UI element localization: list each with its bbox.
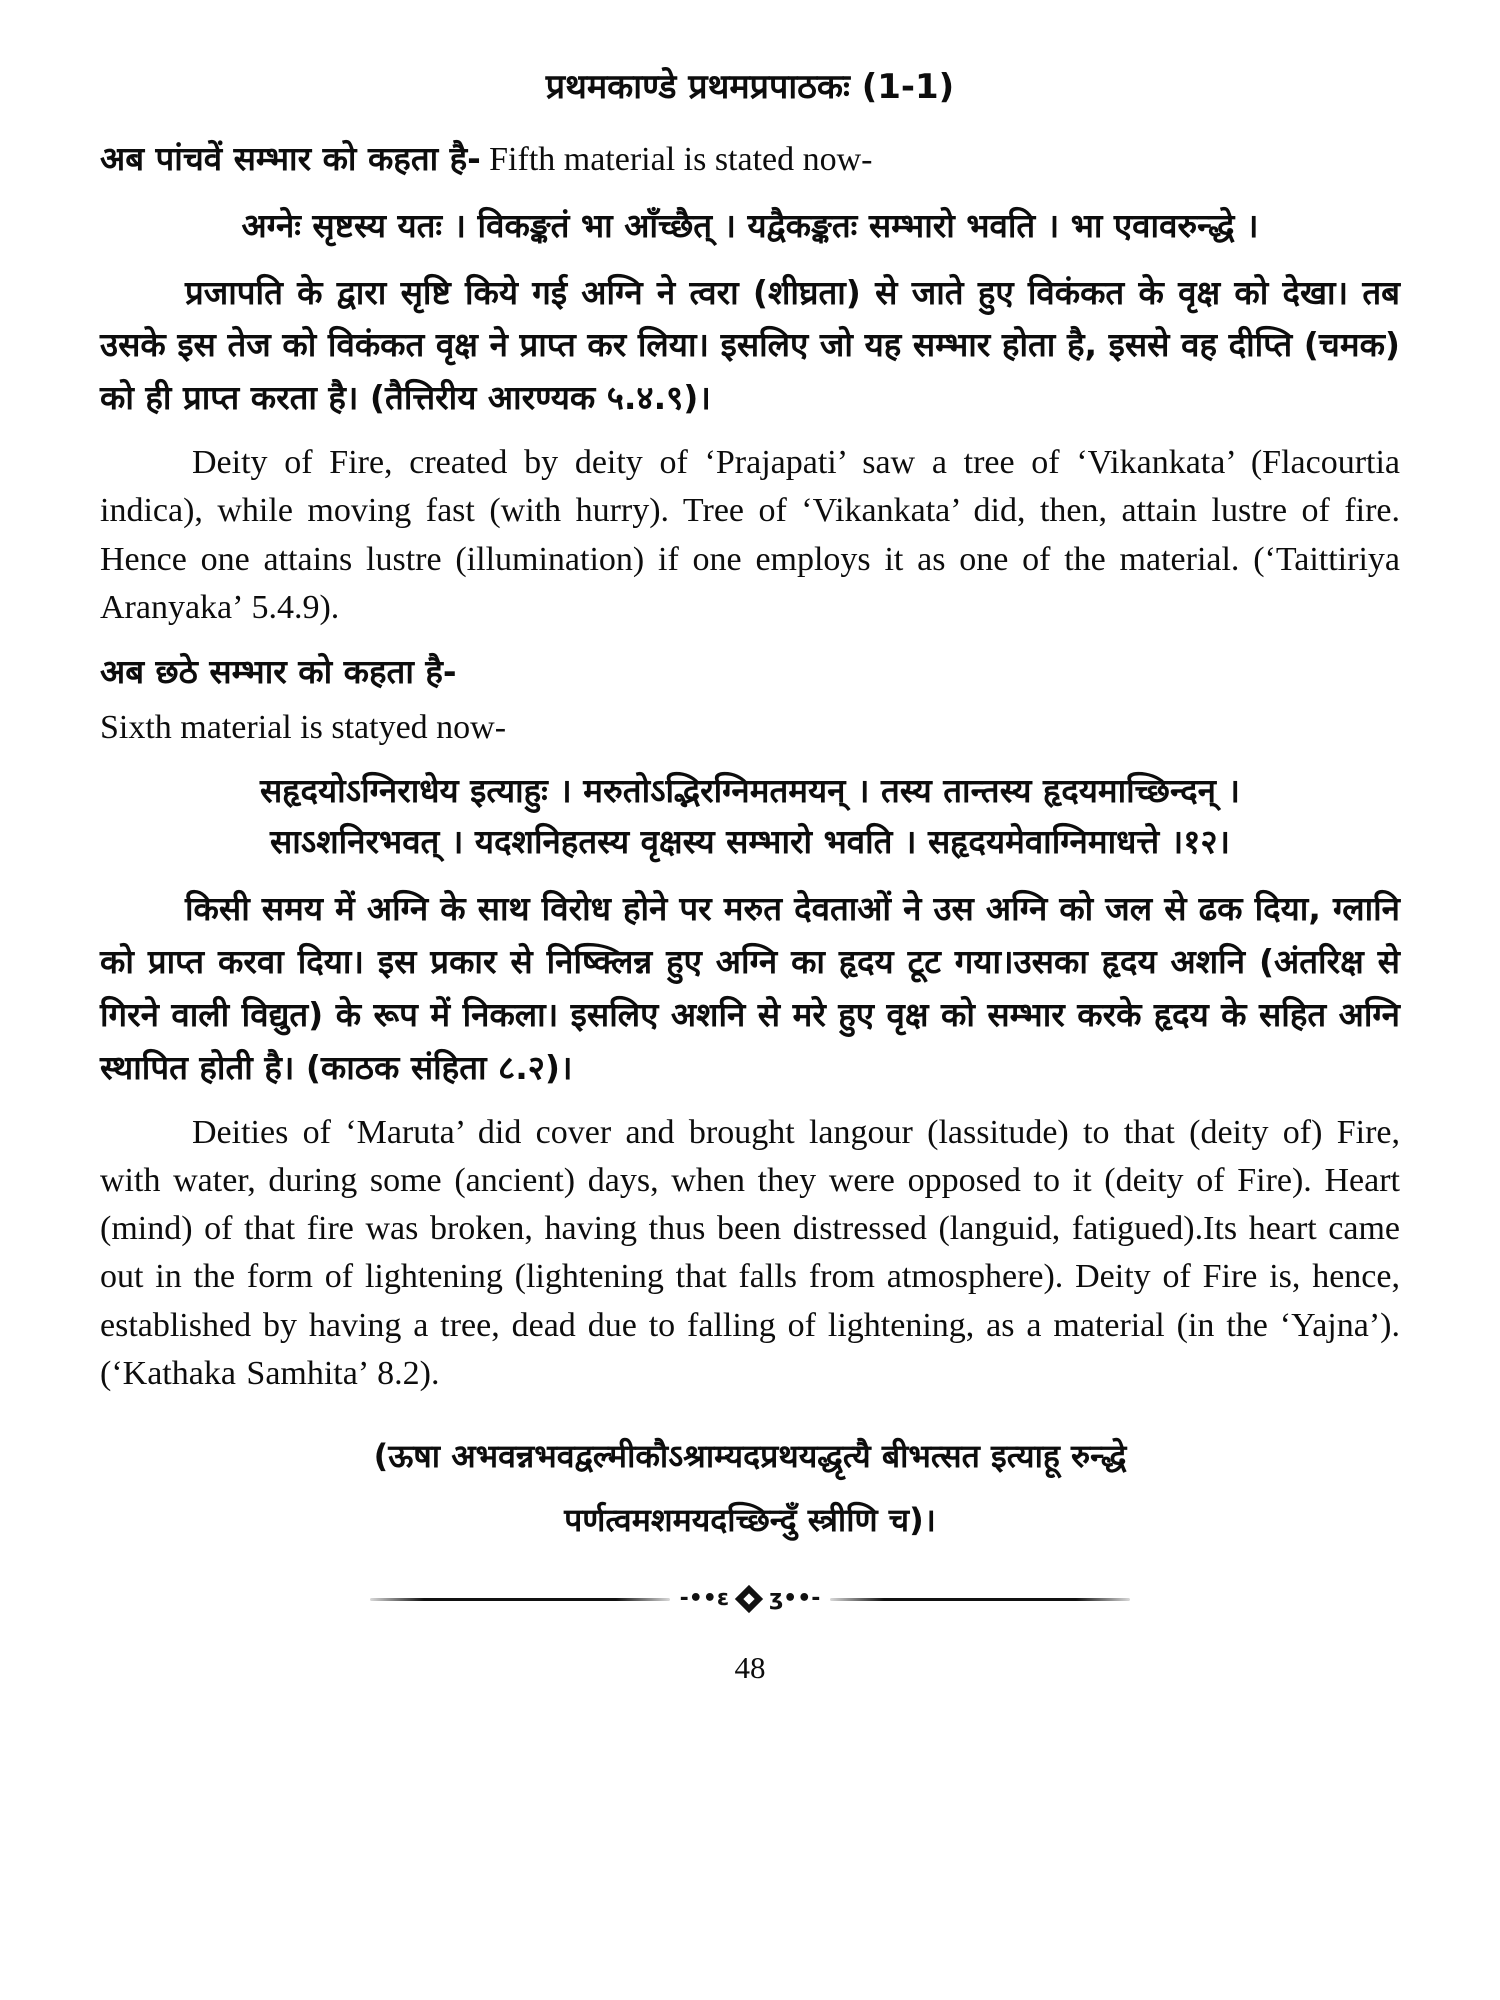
section5-intro-english: Fifth material is stated now- [489,141,873,178]
section5-intro [100,134,1400,186]
closing-sanskrit-verse [100,1424,1400,1552]
closing-sanskrit-verse-line1: (ऊषा अभवन्नभवद्वल्मीकौऽश्राम्यदप्रथयद्धृत्यै बीभत्सत इत्याहू रुन्द्धे [373,1437,1127,1476]
section5-intro-hindi: अब पांचवें सम्भार को कहता है- [100,139,481,178]
section6-intro-hindi: अब छठे सम्भार को कहता है- [100,652,457,692]
page-number: 48 [734,1650,766,1686]
section6-sanskrit-verse-line1: सहृदयोऽग्निराधेय इत्याहुः । मरुतोऽद्भिरग्निमतमयन् । तस्य तान्तस्य हृदयमाच्छिन्दन् । [259,771,1240,811]
divider-rule-left [370,1598,670,1601]
section6-sanskrit-verse-line2: साऽशनिरभवत् । यदशनिहतस्य वृक्षस्य सम्भारो भवति । सहृदयमेवाग्निमाधत्ते ।१२। [269,822,1231,862]
section5-english-commentary: Deity of Fire, created by deity of ‘Prajapati’ saw a tree of ‘Vikankata’ (Flacourtia indica), while moving fast (with hurry). Tree of ‘Vikankata’ did, then, attain lustre of fire. Hence one attains lustre (illumination) if one employs it as one of the material. (‘Taittiriya Aranyaka’ 5.4.9). [100,444,1400,626]
divider-curl-left-icon: -••ɛ [679,1586,730,1612]
section6-english-commentary: Deities of ‘Maruta’ did cover and brought langour (lassitude) to that (deity of) Fire, with water, during some (ancient) days, when they were opposed to it (deity of Fire). Heart (mind) of that fire was broken, having thus been distressed (languid, fatigued).Its heart came out in the form of lightening (lightening that falls from atmosphere). Deity of Fire is, hence, established by having a tree, dead due to falling of lightening, as a material (in the ‘Yajna’). (‘Kathaka Samhita’ 8.2). [100,1113,1400,1392]
divider-curl-right-icon: ʒ••- [769,1586,821,1612]
page-title: प्रथमकाण्डे प्रथमप्रपाठकः (1-1) [545,67,955,107]
section6-intro-english: Sixth material is statyed now- [100,709,507,747]
divider-rule-right [830,1598,1130,1601]
closing-sanskrit-verse-line2: पर्णत्वमशमयदच्छिन्दुँ स्त्रीणि च)। [564,1501,936,1540]
divider-ornament [670,1586,831,1612]
decorative-divider [370,1586,1130,1612]
section6-sanskrit-verse [100,765,1400,867]
diamond-ornament-icon [736,1586,762,1612]
section6-hindi-commentary: किसी समय में अग्नि के साथ विरोध होने पर मरुत देवताओं ने उस अग्नि को जल से ढक दिया, ग्लानि को प्राप्त करवा दिया। इस प्रकार से निष्क्लिन्न हुए अग्नि का हृदय टूट गया।उसका हृदय अशनि (अंतरिक्ष से गिरने वाली विद्युत) के रूप में निकला। इसलिए अशनि से मरे हुए वृक्ष को सम्भार करके हृदय के सहित अग्नि स्थापित होती है। (काठक संहिता ८.२)। [100,889,1400,1087]
section5-sanskrit-verse: अग्नेः सृष्टस्य यतः । विकङ्कतं भा आँच्छैत् । यद्वैकङ्कतः सम्भारो भवति । भा एवावरुन्द्धे । [241,205,1259,245]
section5-hindi-commentary: प्रजापति के द्वारा सृष्टि किये गई अग्नि ने त्वरा (शीघ्रता) से जाते हुए विकंकत के वृक्ष को देखा। तब उसके इस तेज को विकंकत वृक्ष ने प्राप्त कर लिया। इसलिए जो यह सम्भार होता है, इससे वह दीप्ति (चमक) को ही प्राप्त करता है। (तैत्तिरीय आरण्यक ५.४.९)। [100,272,1400,418]
